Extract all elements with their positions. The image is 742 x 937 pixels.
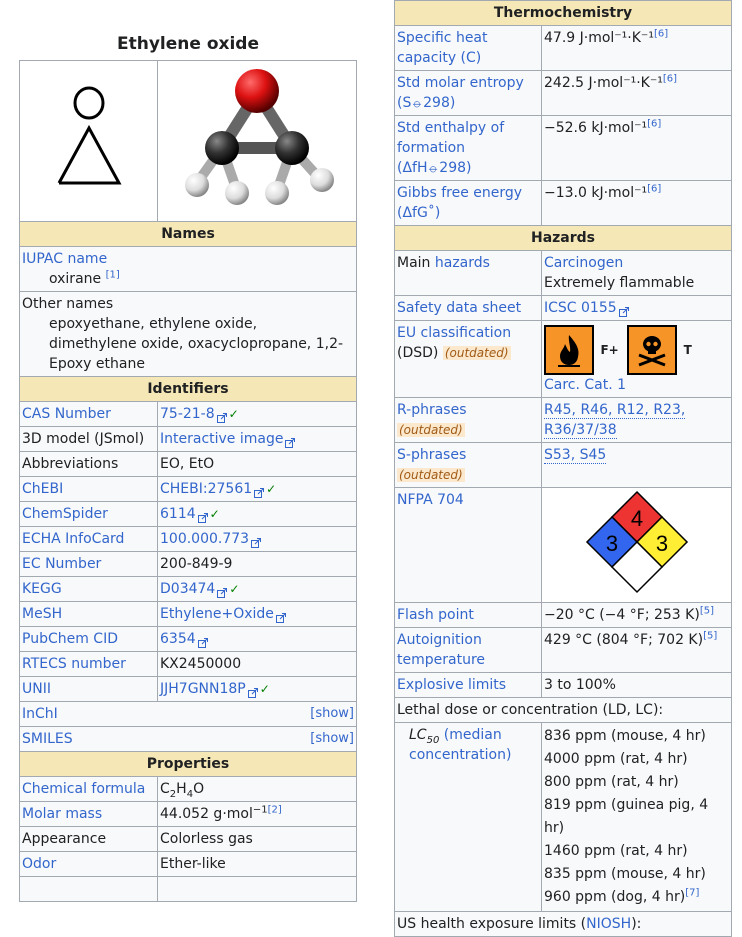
external-link-icon — [198, 634, 208, 644]
lethal-dose-header-row — [395, 698, 732, 723]
section-title: Names — [20, 222, 357, 247]
identifier-row — [20, 402, 357, 427]
outdated-badge: (outdated) — [399, 423, 463, 437]
molar-mass-row — [20, 802, 357, 827]
flash-point-link[interactable]: Flash point — [397, 607, 474, 623]
identifier-label-link[interactable]: CAS Number — [22, 406, 111, 422]
external-link-icon — [198, 509, 208, 519]
external-link-icon — [217, 584, 227, 594]
identifier-row — [20, 427, 357, 452]
iupac-name-link[interactable]: IUPAC name — [22, 251, 108, 267]
nfpa-704-diamond-icon[interactable] — [585, 490, 689, 594]
external-link-icon — [619, 303, 629, 313]
reference-link[interactable]: [1] — [105, 269, 120, 281]
external-link-icon — [254, 484, 264, 494]
molar-mass-link[interactable]: Molar mass — [22, 806, 103, 822]
odor-link[interactable]: Odor — [22, 856, 57, 872]
identifier-value-link[interactable]: CHEBI:27561 — [160, 481, 253, 497]
show-inchi-toggle[interactable]: [show] — [310, 706, 354, 721]
appearance-label: Appearance — [20, 827, 158, 852]
us-exposure-row: US health exposure limits (NIOSH): — [395, 912, 732, 937]
ball-and-stick-cell — [158, 61, 357, 222]
flash-point-value: −20 °C (−4 °F; 253 K) — [544, 607, 700, 623]
section-header-names — [20, 222, 357, 247]
identifier-label-link[interactable]: MeSH — [22, 606, 63, 622]
identifiers-list — [20, 402, 357, 702]
smiles-link[interactable]: SMILES — [22, 731, 73, 747]
reference-link[interactable]: [5] — [703, 630, 718, 642]
identifier-label-link[interactable]: PubChem CID — [22, 631, 118, 647]
thermo-row — [395, 71, 732, 116]
identifier-value-link[interactable]: Interactive image — [160, 431, 284, 447]
iupac-row — [20, 247, 357, 292]
identifier-row — [20, 627, 357, 652]
molar-mass-value: 44.052 g·mol$^{-1[2]}$ — [158, 802, 357, 827]
r-phrases-link[interactable]: R-phrases — [397, 402, 467, 418]
niosh-link[interactable]: NIOSH — [586, 916, 632, 932]
explosive-limits-value: 3 to 100% — [542, 673, 732, 698]
nfpa-reactivity-rating: 3 — [655, 531, 668, 556]
thermo-label-link[interactable]: Std enthalpy of formation (ΔfH⦵298) — [397, 120, 505, 176]
identifier-label: 3D model (JSmol) — [22, 431, 145, 447]
s-phrases-row — [395, 443, 732, 488]
reference-link[interactable]: [6] — [653, 28, 669, 40]
external-link-icon — [285, 434, 295, 444]
thermo-row — [395, 116, 732, 181]
show-smiles-toggle[interactable]: [show] — [310, 731, 354, 746]
identifier-label-link[interactable]: EC Number — [22, 556, 102, 572]
inchi-link[interactable]: InChI — [22, 706, 58, 722]
verified-check-icon: ✓ — [259, 682, 270, 696]
explosive-limits-link[interactable]: Explosive limits — [397, 677, 507, 693]
r-phrases-value[interactable]: R45, R46, R12, R23, R36/37/38 — [544, 402, 686, 438]
section-title: Properties — [20, 752, 357, 777]
section-title: Hazards — [395, 226, 732, 251]
autoignition-row — [395, 628, 732, 673]
outdated-badge: (outdated) — [444, 346, 509, 360]
autoignition-value: 429 °C (804 °F; 702 K) — [544, 632, 704, 648]
chembox-right — [394, 0, 732, 937]
identifier-label: Abbreviations — [22, 456, 119, 472]
identifier-row — [20, 477, 357, 502]
eu-classification-link[interactable]: EU classification — [397, 325, 512, 341]
infobox-title: Ethylene oxide — [116, 34, 259, 54]
other-names-label: Other names — [22, 296, 114, 312]
thermo-row — [395, 26, 732, 71]
thermo-value: −13.0 kJ·mol⁻¹ — [544, 185, 648, 201]
appearance-row — [20, 827, 357, 852]
identifier-value-link[interactable]: JJH7GNN18P — [160, 681, 246, 697]
section-header-properties — [20, 752, 357, 777]
s-phrases-link[interactable]: S-phrases — [397, 447, 467, 463]
main-hazards-value: Extremely flammable — [544, 275, 695, 291]
f-plus-label: F+ — [600, 343, 619, 357]
thermo-label-link[interactable]: Std molar entropy (S⦵298) — [397, 75, 524, 111]
flame-hazard-icon[interactable] — [544, 325, 594, 375]
section-title: Identifiers — [20, 377, 357, 402]
chemical-formula-value: $C_2H_4O$ — [158, 777, 357, 802]
identifier-value: EO, EtO — [160, 456, 215, 472]
identifier-row — [20, 577, 357, 602]
identifier-row — [20, 527, 357, 552]
verified-check-icon: ✓ — [209, 507, 220, 521]
identifier-value-link[interactable]: Ethylene+Oxide — [160, 606, 274, 622]
nfpa-fire-rating: 4 — [630, 506, 643, 531]
external-link-icon — [248, 684, 258, 694]
median-concentration-link[interactable]: (median concentration) — [409, 727, 512, 763]
other-names-row — [20, 292, 357, 377]
appearance-value: Colorless gas — [158, 827, 357, 852]
reference-link[interactable]: [6] — [647, 183, 662, 195]
verified-check-icon: ✓ — [266, 482, 277, 496]
identifier-label-link[interactable]: UNII — [22, 681, 51, 697]
carcinogen-link[interactable]: Carcinogen — [544, 255, 624, 271]
identifier-row — [20, 452, 357, 477]
iupac-name-value: oxirane — [49, 271, 102, 287]
structure-images-row — [20, 61, 357, 222]
formula-row — [20, 777, 357, 802]
reference-link[interactable]: [7] — [685, 887, 700, 899]
flash-point-row — [395, 603, 732, 628]
section-header-hazards — [395, 226, 732, 251]
thermo-value: 242.5 J·mol⁻¹·K⁻¹ — [544, 75, 663, 91]
inchi-row — [20, 702, 357, 727]
s-phrases-value[interactable]: S53, S45 — [544, 447, 607, 463]
main-hazards-row — [395, 251, 732, 296]
smiles-row — [20, 727, 357, 752]
verified-check-icon: ✓ — [229, 582, 240, 596]
skeletal-formula-cell — [20, 61, 158, 222]
reference-link[interactable]: [6] — [662, 73, 678, 85]
identifier-value: 200-849-9 — [160, 556, 233, 572]
chembox-table — [19, 60, 357, 902]
nfpa-704-link[interactable]: NFPA 704 — [397, 492, 464, 508]
nfpa-health-rating: 3 — [605, 531, 618, 556]
identifier-row — [20, 652, 357, 677]
lethal-dose-label: Lethal dose or concentration (LD, LC): — [395, 698, 732, 723]
skeletal-formula-image[interactable] — [39, 83, 139, 193]
icsc-link[interactable]: ICSC 0155 — [544, 300, 617, 316]
thermo-value: 47.9 J·mol⁻¹·K⁻¹ — [544, 30, 654, 46]
safety-data-sheet-link[interactable]: Safety data sheet — [397, 300, 522, 316]
lc50-value: 4000 ppm (rat, 4 hr) — [544, 751, 688, 767]
lc50-values — [542, 723, 732, 912]
lc50-row — [395, 723, 732, 912]
hazards-link[interactable]: hazards — [434, 255, 490, 271]
chemical-formula-link[interactable]: Chemical formula — [22, 781, 146, 797]
lc50-value: 1460 ppm (rat, 4 hr) — [544, 843, 688, 859]
thermo-label-link[interactable]: Gibbs free energy (ΔfG˚) — [397, 185, 523, 221]
identifier-row — [20, 552, 357, 577]
thermo-label-link[interactable]: Specific heat capacity (C) — [397, 30, 488, 66]
main-hazards-label: Main hazards — [397, 255, 490, 271]
thermo-row — [395, 181, 732, 226]
identifier-row — [20, 602, 357, 627]
identifier-label-link[interactable]: ChEBI — [22, 481, 64, 497]
other-names-value: epoxyethane, ethylene oxide, dimethylene oxide, oxacyclopropane, 1,2-Epoxy ethane — [49, 316, 344, 372]
chembox-left — [19, 0, 357, 902]
identifier-value: KX2450000 — [160, 656, 242, 672]
lc50-label: $LC_{50}$ — [409, 727, 440, 746]
identifier-value-link[interactable]: 6114 — [160, 506, 196, 522]
section-header-identifiers — [20, 377, 357, 402]
identifier-label-link[interactable]: KEGG — [22, 581, 62, 597]
lc50-value: 836 ppm (mouse, 4 hr) — [544, 728, 706, 744]
external-link-icon — [217, 409, 227, 419]
odor-value: Ether-like — [158, 852, 357, 877]
dsd-label: (DSD) — [397, 345, 439, 361]
odor-row — [20, 852, 357, 877]
identifier-row — [20, 677, 357, 702]
r-phrases-row — [395, 398, 732, 443]
external-link-icon — [276, 609, 286, 619]
chembox-table-continued — [394, 0, 732, 937]
section-header-thermochemistry — [395, 1, 732, 26]
nfpa-row — [395, 488, 732, 603]
ball-and-stick-model-image[interactable] — [167, 63, 347, 213]
t-label: T — [683, 343, 692, 357]
lc50-value: 960 ppm (dog, 4 hr) — [544, 889, 686, 905]
explosive-limits-row — [395, 673, 732, 698]
reference-link[interactable]: [5] — [699, 605, 714, 617]
carc-cat-link[interactable]: Carc. Cat. 1 — [544, 377, 627, 393]
reference-link[interactable]: [2] — [267, 804, 282, 816]
lc50-value: 819 ppm (guinea pig, 4 hr) — [544, 797, 709, 836]
identifier-label-link[interactable]: ChemSpider — [22, 506, 108, 522]
identifier-label-link[interactable]: ECHA InfoCard — [22, 531, 125, 547]
verified-check-icon: ✓ — [228, 407, 239, 421]
thermo-value: −52.6 kJ·mol⁻¹ — [544, 120, 648, 136]
autoignition-link[interactable]: Autoignition temperature — [397, 632, 485, 668]
identifier-value-link[interactable]: 100.000.773 — [160, 531, 250, 547]
sds-row — [395, 296, 732, 321]
us-exposure-label: US health exposure limits ( — [397, 916, 587, 932]
eu-classification-row — [395, 321, 732, 398]
identifier-value-link[interactable]: D03474 — [160, 581, 216, 597]
reference-link[interactable]: [6] — [647, 118, 662, 130]
lc50-value: 835 ppm (mouse, 4 hr) — [544, 866, 706, 882]
section-title: Thermochemistry — [395, 1, 732, 26]
identifier-row — [20, 502, 357, 527]
identifier-value-link[interactable]: 75-21-8 — [160, 406, 215, 422]
thermochemistry-list — [395, 26, 732, 226]
lc50-value: 800 ppm (rat, 4 hr) — [544, 774, 679, 790]
external-link-icon — [251, 534, 261, 544]
identifier-value-link[interactable]: 6354 — [160, 631, 196, 647]
outdated-badge: (outdated) — [399, 468, 463, 482]
skull-crossbones-icon[interactable] — [627, 325, 677, 375]
identifier-label-link[interactable]: RTECS number — [22, 656, 126, 672]
